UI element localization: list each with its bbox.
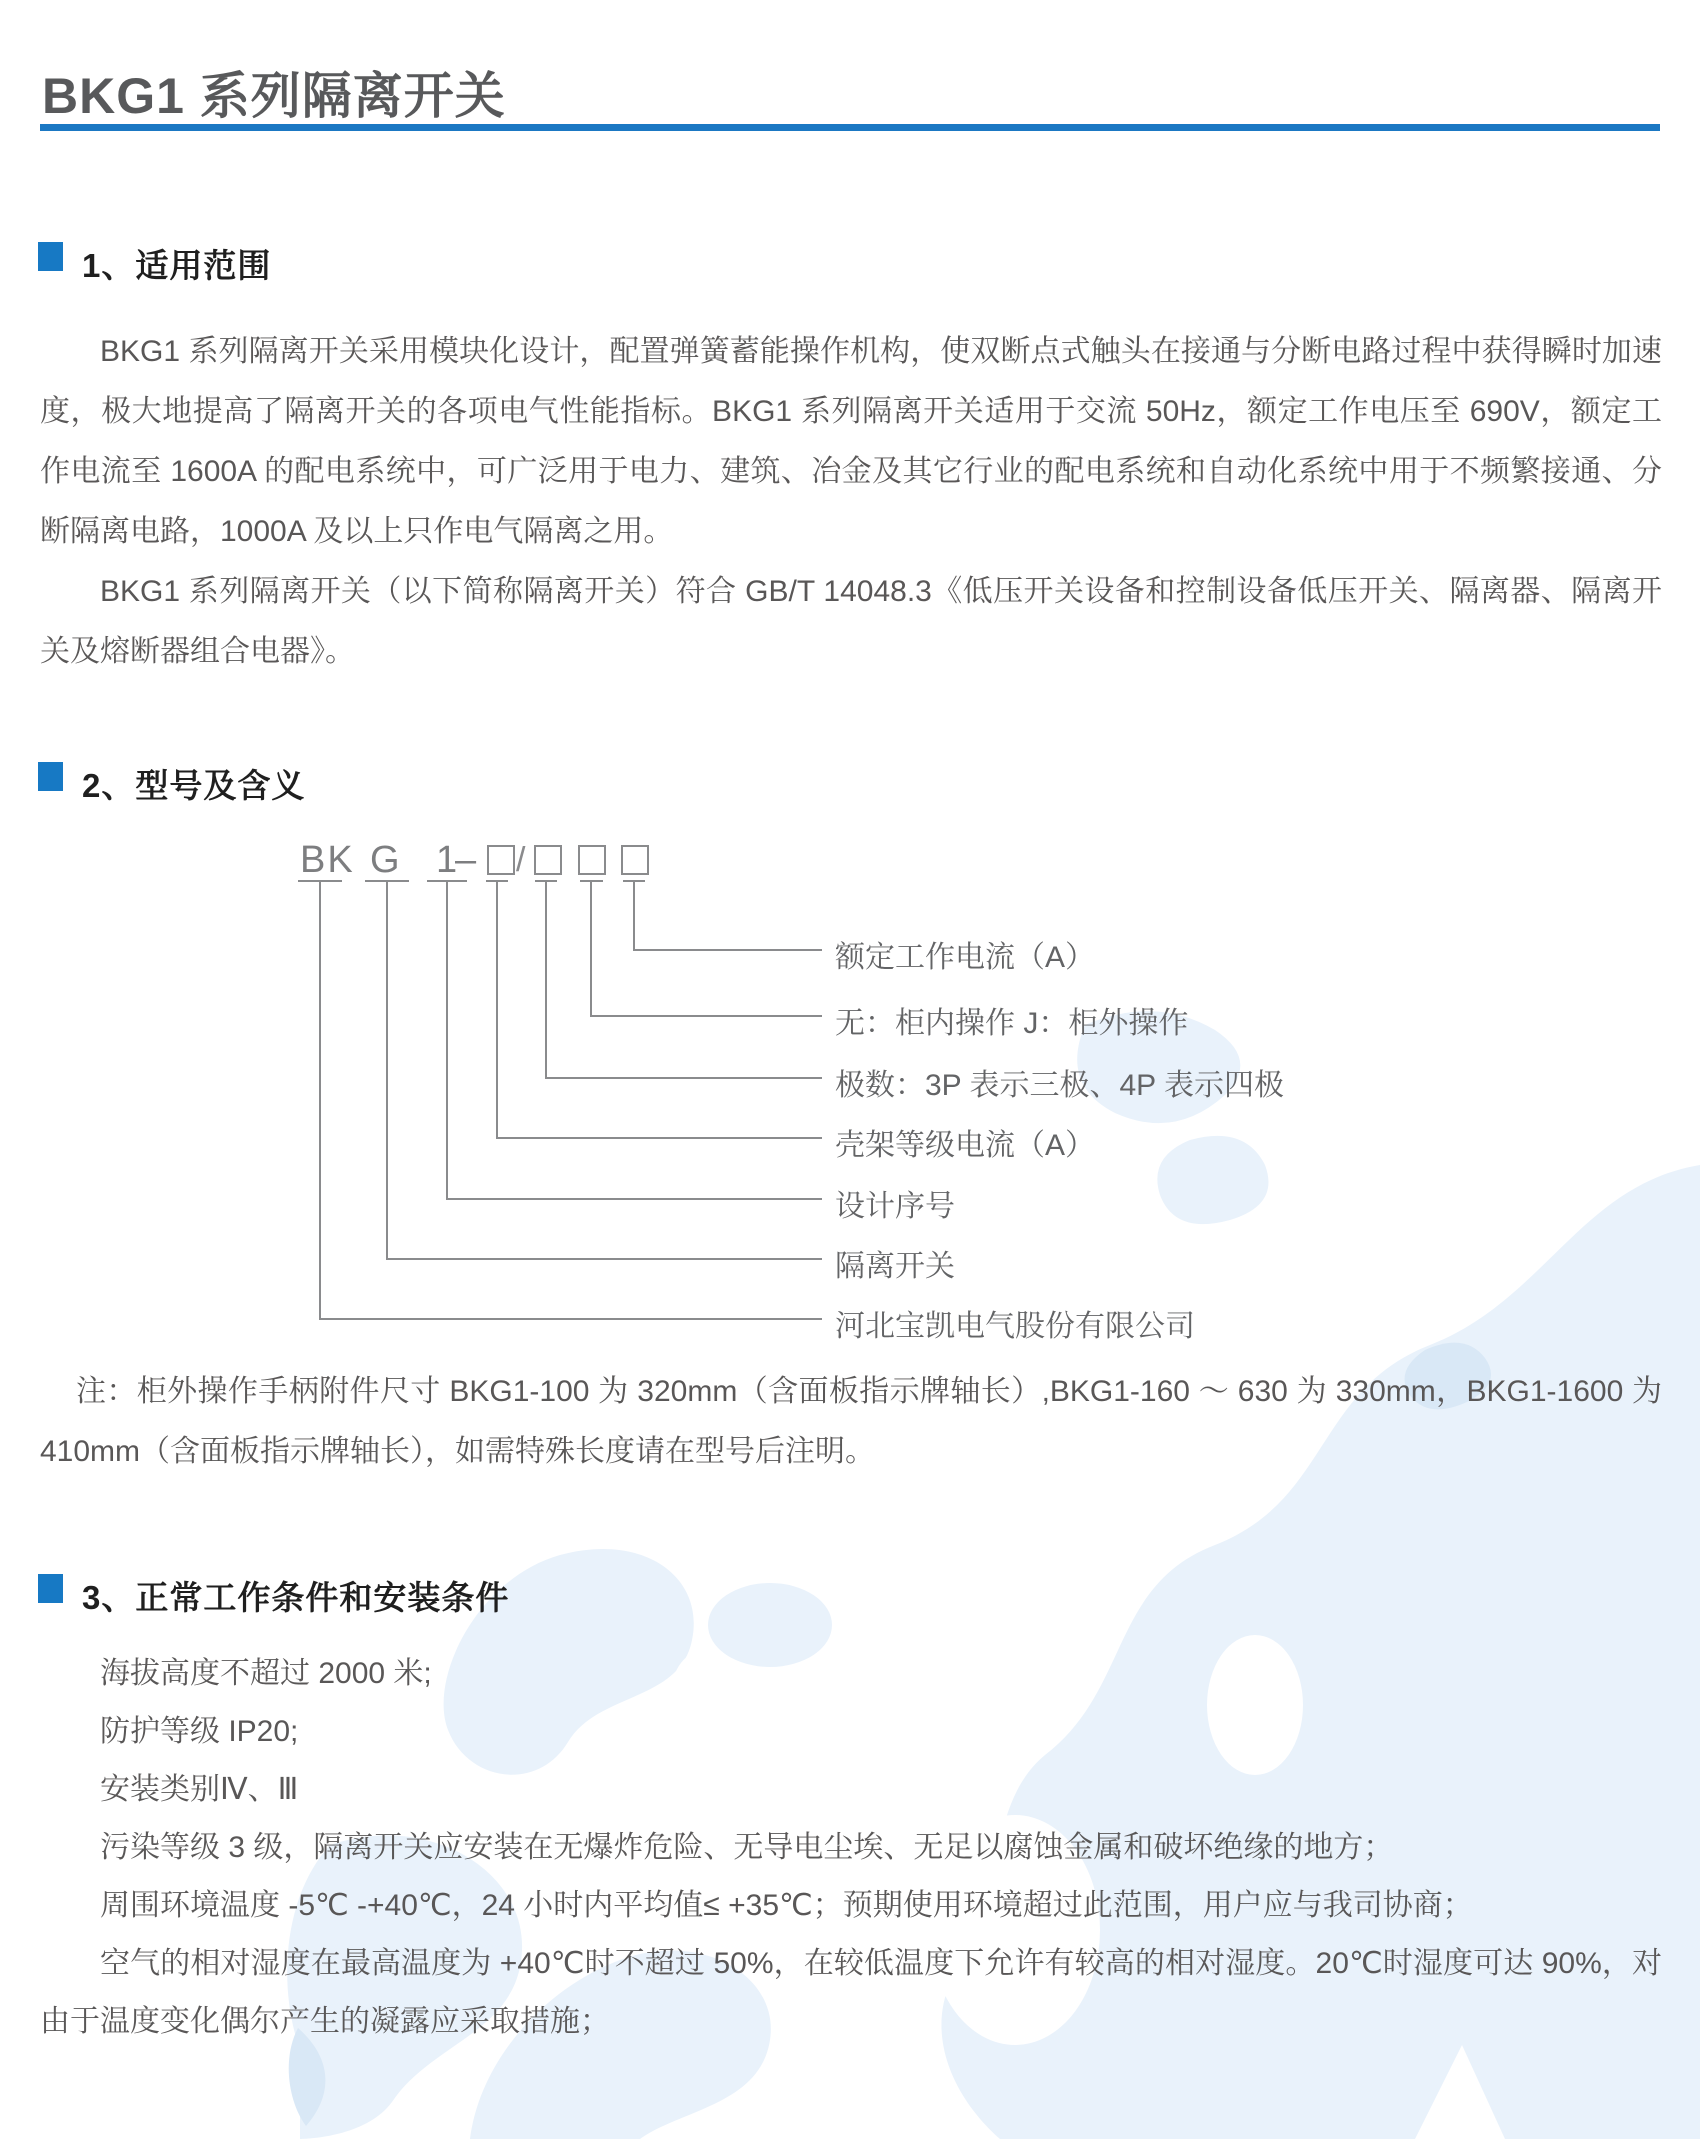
condition-item-ip-rating: 防护等级 IP20; xyxy=(100,1715,299,1748)
model-box-rated-current xyxy=(621,845,649,875)
section1-paragraph-2: BKG1 系列隔离开关（以下简称隔离开关）符合 GB/T 14048.3《低压开关设备和控制设备低压开关、隔离器、隔离开关及熔断器组合电器》。 xyxy=(40,575,1662,668)
model-box-poles xyxy=(534,845,562,875)
model-designation-diagram xyxy=(0,835,1700,1350)
condition-item-humidity: 空气的相对湿度在最高温度为 +40℃时不超过 50%，在较低温度下允许有较高的相对湿度。20℃时湿度可达 90%，对由于温度变化偶尔产生的凝露应采取措施； xyxy=(40,1947,1662,2038)
model-box-operation xyxy=(578,845,606,875)
condition-item-temperature: 周围环境温度 -5℃ -+40℃，24 小时内平均值≤ +35℃；预期使用环境超过此范围，用户应与我司协商； xyxy=(100,1889,1473,1922)
diagram-label-rated-current: 额定工作电流（A） xyxy=(835,941,1096,974)
diagram-label-design-serial: 设计序号 xyxy=(835,1190,955,1223)
model-part-g: G xyxy=(370,839,402,881)
diagram-label-poles: 极数：3P 表示三极、4P 表示四极 xyxy=(835,1069,1284,1102)
diagram-label-operation: 无：柜内操作 J：柜外操作 xyxy=(835,1007,1189,1040)
section3-heading: 3、正常工作条件和安装条件 xyxy=(82,1579,510,1616)
model-box-frame-current xyxy=(487,845,515,875)
section2-bullet-square xyxy=(38,762,63,791)
page-title: BKG1 系列隔离开关 xyxy=(42,68,506,124)
section1-heading: 1、适用范围 xyxy=(82,247,272,284)
model-slash: / xyxy=(516,841,526,879)
condition-item-category: 安装类别Ⅳ、Ⅲ xyxy=(100,1773,299,1806)
section1-paragraph-1: BKG1 系列隔离开关采用模块化设计，配置弹簧蓄能操作机构，使双断点式触头在接通与分断电路过程中获得瞬时加速度，极大地提高了隔离开关的各项电气性能指标。BKG1 系列隔离开关适用于交流 50Hz，额定工作电压至 690V，额定工作电流至 1600A 的配电系统中，可广泛用于电力、建筑、冶金及其它行业的配电系统和自动化系统中用于不频繁接通、分断隔离电路，1000A 及以上只作电气隔离之用。 xyxy=(40,335,1662,548)
diagram-label-frame-current: 壳架等级电流（A） xyxy=(835,1129,1096,1162)
diagram-label-switch-type: 隔离开关 xyxy=(835,1250,955,1283)
model-note-paragraph: 注：柜外操作手柄附件尺寸 BKG1-100 为 320mm（含面板指示牌轴长）,BKG1-160 ～ 630 为 330mm，BKG1-1600 为 410mm（含面板指示牌轴长），如需特殊长度请在型号后注明。 xyxy=(40,1375,1662,1468)
section2-heading: 2、型号及含义 xyxy=(82,767,306,804)
title-divider-line xyxy=(40,124,1660,131)
model-dash: – xyxy=(455,839,479,881)
diagram-label-company: 河北宝凯电气股份有限公司 xyxy=(835,1310,1195,1343)
working-conditions-list xyxy=(40,1645,1662,2051)
section3-bullet-square xyxy=(38,1574,63,1603)
model-part-1: 1 xyxy=(436,839,460,881)
condition-item-pollution: 污染等级 3 级，隔离开关应安装在无爆炸危险、无导电尘埃、无足以腐蚀金属和破坏绝缘的地方； xyxy=(100,1831,1394,1864)
condition-item-altitude: 海拔高度不超过 2000 米; xyxy=(100,1657,432,1690)
model-part-bk: BK xyxy=(300,839,355,881)
section1-bullet-square xyxy=(38,242,63,271)
